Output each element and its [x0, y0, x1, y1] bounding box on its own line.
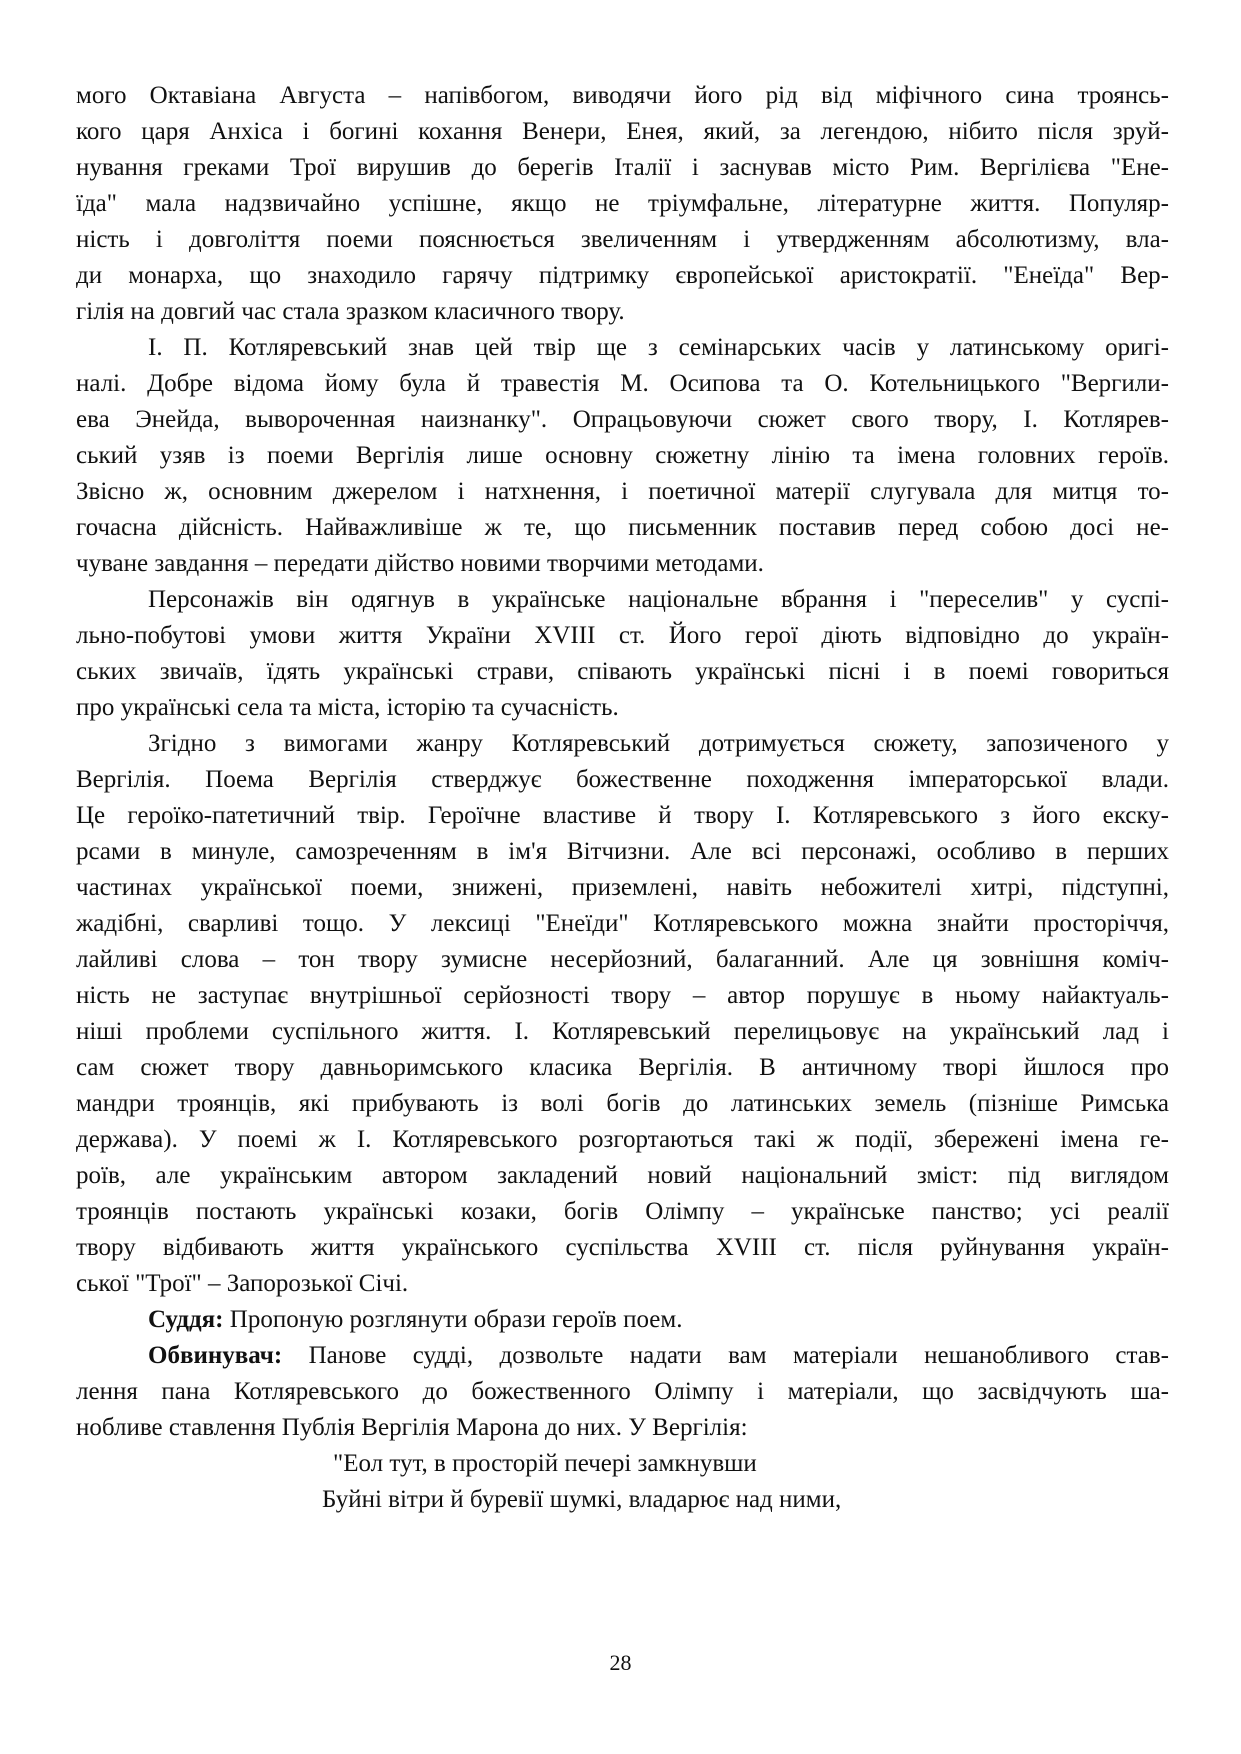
- paragraph: [76, 582, 1169, 726]
- text-line: лайливі слова – тон твору зумисне несерйозний, балаганний. Але ця зовнішня коміч-: [76, 946, 1169, 973]
- text-line: ський узяв із поеми Вергілія лише основну сюжетну лінію та імена головних героїв.: [76, 442, 1169, 469]
- text-line: держава). У поемі ж І. Котляревського розгортаються такі ж події, збережені імена ге-: [76, 1126, 1169, 1153]
- text-line: ських звичаїв, їдять українські страви, співають українські пісні і в поемі говориться: [76, 658, 1169, 685]
- text-line: налі. Добре відома йому була й травестія М. Осипова та О. Котельницького "Вергили-: [76, 370, 1169, 397]
- document-page: [76, 78, 1169, 1518]
- text-line: чуване завдання – передати дійство новими творчими методами.: [76, 550, 764, 577]
- text-line: гілія на довгий час стала зразком класичного твору.: [76, 298, 625, 325]
- text-line: їда" мала надзвичайно успішне, якщо не тріумфальне, літературне життя. Популяр-: [76, 190, 1169, 217]
- verse-line: Буйні вітри й буревії шумкі, владарює над ними,: [322, 1486, 842, 1513]
- text-line: Згідно з вимогами жанру Котляревський дотримується сюжету, запозиченого у: [148, 730, 1169, 757]
- text-line: частинах української поеми, знижені, приземлені, навіть небожителі хитрі, підступні,: [76, 874, 1169, 901]
- verse-quote: [76, 1446, 1169, 1518]
- text-line: ність не заступає внутрішньої серйозності твору – автор порушує в ньому найактуаль-: [76, 982, 1169, 1009]
- dialogue-entry-judge: [76, 1302, 1169, 1338]
- speaker-label: Обвинувач:: [148, 1342, 283, 1369]
- paragraph: [76, 726, 1169, 1302]
- paragraph: [76, 330, 1169, 582]
- text-line: нування греками Трої вирушив до берегів Італії і заснував місто Рим. Вергілієва "Ене-: [76, 154, 1169, 181]
- text-line: лення пана Котляревського до божественного Олімпу і матеріали, що засвідчують ша-: [76, 1378, 1169, 1405]
- speech-text: Панове судді, дозвольте надати вам матеріали нешанобливого став-: [282, 1342, 1169, 1369]
- speech-text: Пропоную розглянути образи героїв поем.: [223, 1306, 683, 1333]
- text-line: льно-побутові умови життя України XVIII ст. Його герої діють відповідно до україн-: [76, 622, 1169, 649]
- text-line: Вергілія. Поема Вергілія стверджує божественне походження імператорської влади.: [76, 766, 1169, 793]
- speaker-label: Суддя:: [148, 1306, 224, 1333]
- text-line: твору відбивають життя українського суспільства XVIII ст. після руйнування україн-: [76, 1234, 1169, 1261]
- verse-line: "Еол тут, в просторій печері замкнувши: [333, 1450, 757, 1477]
- text-line: про українські села та міста, історію та сучасність.: [76, 694, 619, 721]
- text-line: рсами в минуле, самозреченням в ім'я Вітчизни. Але всі персонажі, особливо в перших: [76, 838, 1169, 865]
- text-line: ської "Трої" – Запорозької Січі.: [76, 1270, 409, 1297]
- text-line: мандри троянців, які прибувають із волі богів до латинських земель (пізніше Римська: [76, 1090, 1169, 1117]
- text-line: ність і довголіття поеми пояснюється звеличенням і утвердженням абсолютизму, вла-: [76, 226, 1169, 253]
- text-line: Це героїко-патетичний твір. Героїчне властиве й твору І. Котляревського з його екску-: [76, 802, 1169, 829]
- text-line: [76, 1338, 1169, 1374]
- text-line: кого царя Анхіса і богині кохання Венери, Енея, який, за легендою, нібито після зруй-: [76, 118, 1169, 145]
- text-line: гочасна дійсність. Найважливіше ж те, що письменник поставив перед собою досі не-: [76, 514, 1169, 541]
- text-line: І. П. Котляревський знав цей твір ще з семінарських часів у латинському оригі-: [148, 334, 1169, 361]
- text-line: ніші проблеми суспільного життя. І. Котляревський перелицьовує на український лад і: [76, 1018, 1169, 1045]
- text-line: Персонажів він одягнув в українське національне вбрання і "переселив" у суспі-: [148, 586, 1169, 613]
- text-line: троянців постають українські козаки, богів Олімпу – українське панство; усі реалії: [76, 1198, 1169, 1225]
- text-line: мого Октавіана Августа – напівбогом, виводячи його рід від міфічного сина троянсь-: [76, 82, 1169, 109]
- paragraph: [76, 78, 1169, 330]
- text-line: [76, 1302, 1169, 1338]
- text-line: роїв, але українським автором закладений новий національний зміст: під виглядом: [76, 1162, 1169, 1189]
- text-line: Звісно ж, основним джерелом і натхнення, і поетичної матерії слугувала для митця то-: [76, 478, 1169, 505]
- text-line: ева Энейда, вывороченная наизнанку". Опрацьовуючи сюжет свого твору, І. Котлярев-: [76, 406, 1169, 433]
- text-line: ди монарха, що знаходило гарячу підтримку європейської аристократії. "Енеїда" Вер-: [76, 262, 1169, 289]
- page-number: 28: [609, 1650, 632, 1675]
- text-line: сам сюжет твору давньоримського класика Вергілія. В античному творі йшлося про: [76, 1054, 1169, 1081]
- text-line: жадібні, сварливі тощо. У лексиці "Енеїди" Котляревського можна знайти просторіччя,: [76, 910, 1169, 937]
- text-line: нобливе ставлення Публія Вергілія Марона до них. У Вергілія:: [76, 1414, 748, 1441]
- dialogue-entry-prosecutor: [76, 1338, 1169, 1446]
